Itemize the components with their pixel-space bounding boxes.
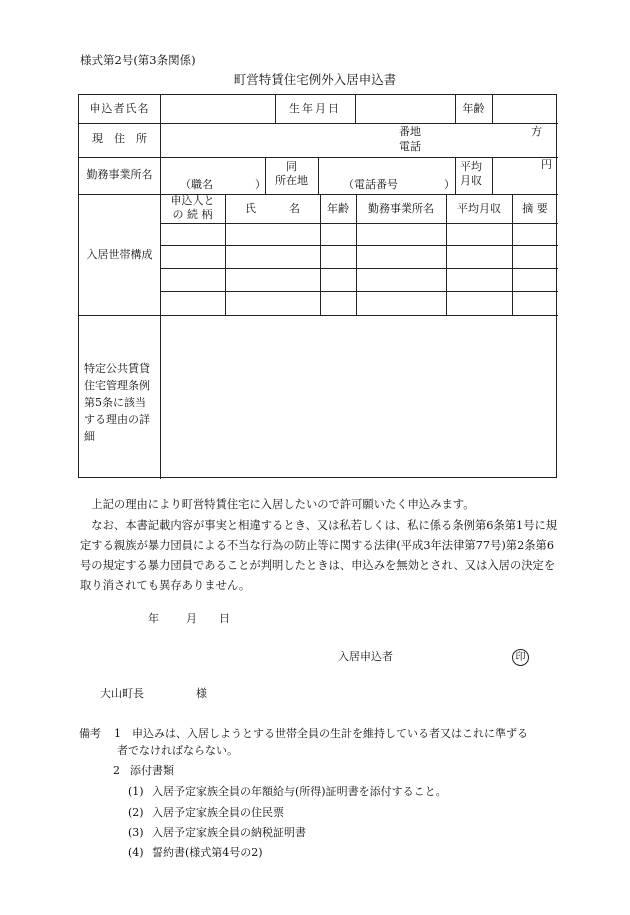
note-1-text-continued: 者でなければならない。 bbox=[117, 744, 238, 757]
row-divider bbox=[79, 123, 558, 124]
attachment-2-number: (2) bbox=[128, 806, 144, 819]
attachment-2-text: 入居予定家族全員の住民票 bbox=[152, 806, 284, 819]
attachment-4-text: 誓約書(様式第4号の2) bbox=[152, 846, 263, 859]
column-divider bbox=[492, 157, 493, 194]
job-title-close: ） bbox=[255, 178, 266, 191]
banchi-label: 番地 bbox=[399, 125, 421, 138]
applicant-signature-label: 入居申込者 bbox=[338, 650, 393, 663]
addressee-name: 大山町長 bbox=[100, 687, 144, 700]
birth-date-field[interactable] bbox=[356, 96, 454, 122]
kata-label: 方 bbox=[531, 125, 542, 138]
attachment-1-text: 入居予定家族全員の年額給与(所得)証明書を添付すること。 bbox=[152, 785, 447, 798]
address-label: 現 住 所 bbox=[92, 132, 147, 145]
attachment-4-number: (4) bbox=[128, 846, 144, 859]
row-divider bbox=[79, 194, 558, 195]
column-divider bbox=[318, 157, 319, 194]
age-header: 年齢 bbox=[327, 202, 349, 215]
avg-income-label-1: 平均 bbox=[460, 160, 482, 173]
row-divider bbox=[160, 268, 558, 269]
attachment-3-text: 入居予定家族全員の納税証明書 bbox=[152, 826, 306, 839]
location-label-2: 所在地 bbox=[275, 174, 308, 187]
notes-label: 備考 bbox=[79, 727, 101, 740]
age-field[interactable] bbox=[493, 96, 557, 122]
document-title: 町営特賃住宅例外入居申込書 bbox=[233, 72, 397, 87]
avg-income-label-2: 月収 bbox=[460, 174, 482, 187]
birth-date-label: 生年月日 bbox=[289, 102, 341, 115]
addressee-honorific: 様 bbox=[196, 687, 207, 700]
phone-label: 電話 bbox=[399, 140, 421, 153]
form-number: 様式第2号(第3条関係) bbox=[80, 53, 196, 67]
special-reason-field[interactable] bbox=[161, 316, 557, 478]
column-divider bbox=[455, 157, 456, 194]
attachment-1-number: (1) bbox=[128, 785, 144, 798]
job-title-open: （職名 bbox=[180, 178, 213, 191]
yen-label: 円 bbox=[541, 158, 552, 171]
applicant-name-field[interactable] bbox=[161, 96, 274, 122]
phone-number-open: （電話番号 bbox=[343, 178, 398, 191]
date-year: 年 bbox=[148, 612, 159, 625]
workplace-label: 勤務事業所名 bbox=[86, 168, 153, 181]
phone-number-close: ） bbox=[444, 178, 455, 191]
relation-header-1: 申込人と bbox=[170, 194, 215, 207]
column-divider bbox=[225, 194, 226, 315]
location-label-1: 同 bbox=[286, 160, 297, 173]
note-2-number: 2 bbox=[113, 764, 120, 777]
relation-header-2: の 続 柄 bbox=[172, 208, 213, 221]
row-divider bbox=[160, 291, 558, 292]
application-form-table bbox=[78, 94, 557, 478]
name-header-2: 名 bbox=[289, 202, 300, 215]
name-header-1: 氏 bbox=[245, 202, 256, 215]
attachment-3-number: (3) bbox=[128, 826, 144, 839]
row-divider bbox=[160, 245, 558, 246]
note-1-number: 1 bbox=[114, 727, 121, 740]
note-1-text: 申込みは、入居しようとする世帯全員の生計を維持している者又はこれに準ずる bbox=[132, 727, 528, 740]
declaration-paragraph-2: なお、本書記載内容が事実と相違するとき、又は私若しくは、私に係る条例第6条第1号に規定する親族が暴力団員による不当な行為の防止等に関する法律(平成3年法律第77号)第2条第6号の規定する暴力団員であることが判明したときは、申込みを無効とされ、又は入居の決定を取り消されても異存ありません。 bbox=[80, 519, 558, 592]
income-header: 平均月収 bbox=[457, 202, 501, 215]
remarks-header: 摘 要 bbox=[522, 202, 548, 215]
workplace-header: 勤務事業所名 bbox=[368, 202, 434, 215]
row-divider bbox=[160, 223, 558, 224]
date-month: 月 bbox=[186, 612, 197, 625]
note-2-text: 添付書類 bbox=[130, 764, 174, 777]
household-label: 入居世帯構成 bbox=[86, 248, 153, 261]
age-label: 年齢 bbox=[462, 102, 485, 115]
date-day: 日 bbox=[219, 612, 230, 625]
seal-mark: 印 bbox=[512, 649, 529, 666]
applicant-name-label: 申込者氏名 bbox=[89, 102, 150, 115]
declaration-paragraph-1: 上記の理由により町営特賃住宅に入居したいので許可願いたく申込みます。 bbox=[91, 498, 475, 511]
special-reason-label: 特定公共賃貸 住宅管理条例 第5条に該当 する理由の詳 細 bbox=[84, 362, 150, 443]
